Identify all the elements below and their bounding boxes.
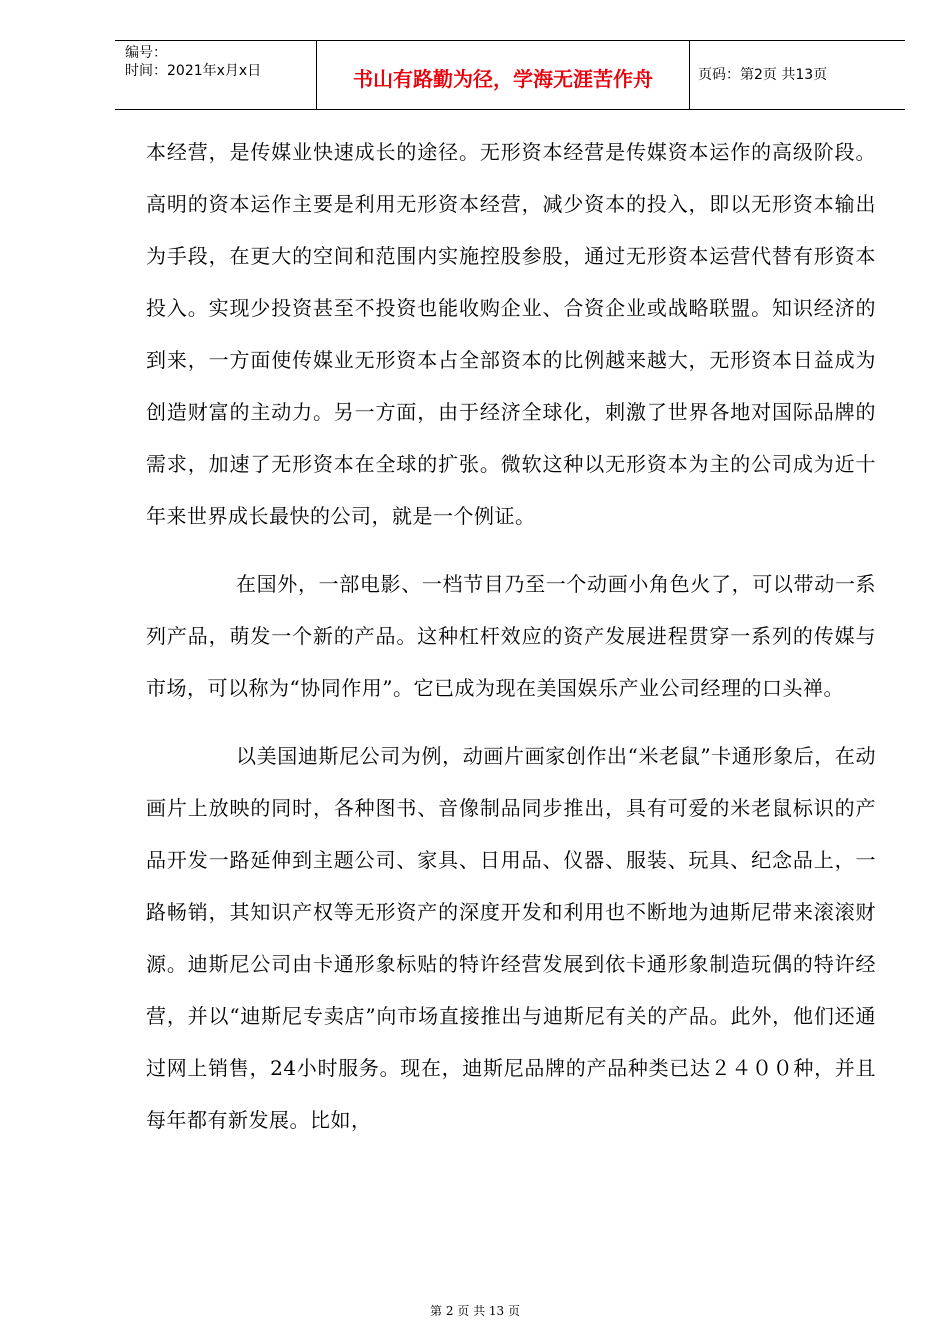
header-page-info: 页码：第2页 共13页 [698,67,828,83]
header-motto-cell [316,41,690,109]
page-footer: 第 2 页 共 13 页 [430,1304,520,1318]
document-number-label: 编号： [125,45,167,61]
header-meta-cell [115,41,315,109]
paragraph-1: 本经营，是传媒业快速成长的途径。无形资本经营是传媒资本运作的高级阶段。高明的资本运作主要是利用无形资本经营，减少资本的投入，即以无形资本输出为手段，在更大的空间和范围内实施控股参股，通过无形资本运营代替有形资本投入。实现少投资甚至不投资也能收购企业、合资企业或战略联盟。知识经济的到来，一方面使传媒业无形资本占全部资本的比例越来越大，无形资本日益成为创造财富的主动力。另一方面，由于经济全球化，刺激了世界各地对国际品牌的需求，加速了无形资本在全球的扩张。微软这种以无形资本为主的公司成为近十年来世界成长最快的公司，就是一个例证。 [146,140,876,528]
header-page-cell [690,41,905,109]
paragraph-3: 以美国迪斯尼公司为例，动画片画家创作出“米老鼠”卡通形象后，在动画片上放映的同时，各种图书、音像制品同步推出，具有可爱的米老鼠标识的产品开发一路延伸到主题公司、家具、日用品、仪器、服装、玩具、纪念品上，一路畅销，其知识产权等无形资产的深度开发和利用也不断地为迪斯尼带来滚滚财源。迪斯尼公司由卡通形象标贴的特许经营发展到依卡通形象制造玩偶的特许经营，并以“迪斯尼专卖店”向市场直接推出与迪斯尼有关的产品。此外，他们还通过网上销售，24小时服务。现在，迪斯尼品牌的产品种类已达２４００种，并且每年都有新发展。比如， [146,744,876,1132]
header-motto: 书山有路勤为径，学海无涯苦作舟 [353,67,653,91]
page-header [115,40,905,110]
document-time-label: 时间：2021年x月x日 [125,63,262,79]
paragraph-2: 在国外，一部电影、一档节目乃至一个动画小角色火了，可以带动一系列产品，萌发一个新的产品。这种杠杆效应的资产发展进程贯穿一系列的传媒与市场，可以称为“协同作用”。它已成为现在美国娱乐产业公司经理的口头禅。 [146,572,876,700]
document-body [146,126,876,1146]
